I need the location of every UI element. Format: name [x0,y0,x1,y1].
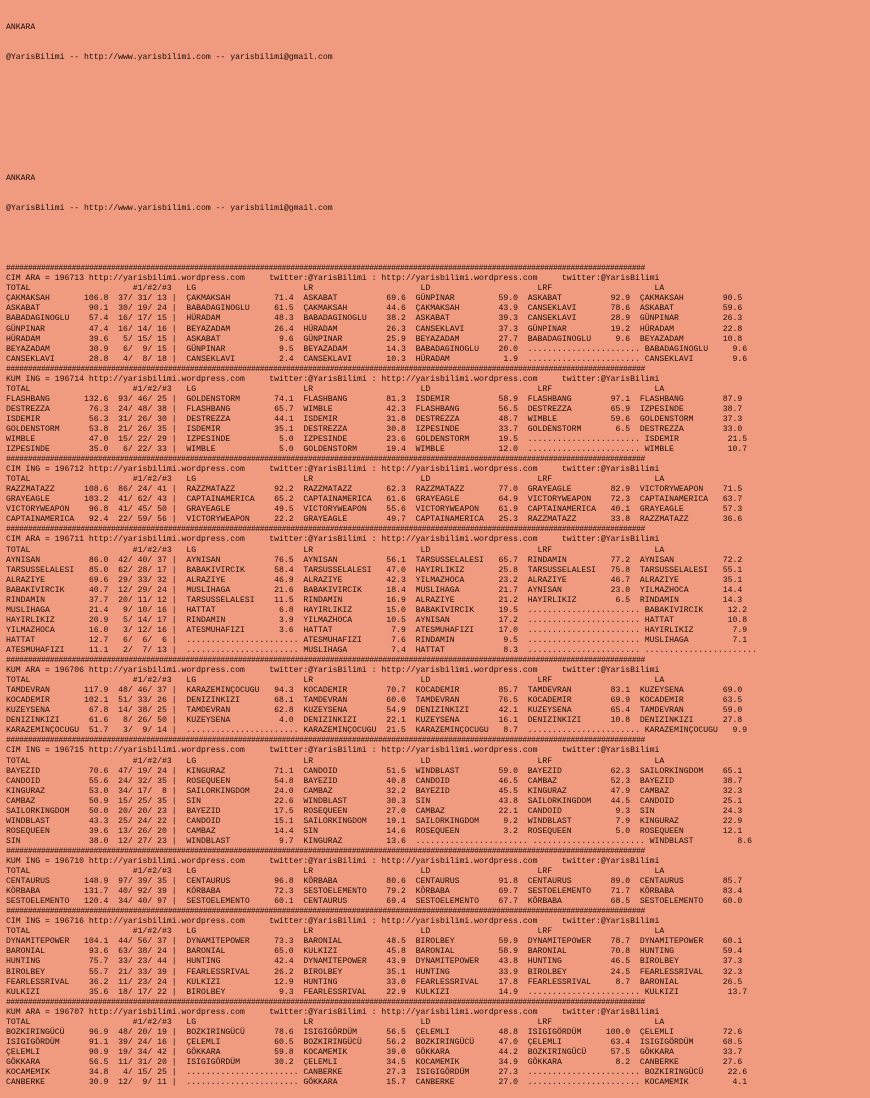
table-row: BAYEZID 70.6 47/ 19/ 24 | KINGURAZ 71.1 CANDOID 51.5 WINDBLAST 59.0 BAYEZID 62.3 SAILORKINGDOM 65.1 [6,766,743,776]
table-row: ÇAKMAKSAH 106.8 37/ 31/ 13 | ÇAKMAKSAH 71.4 ASKABAT 69.6 GÜNPINAR 59.0 ASKABAT 92.9 ÇAKMAKSAH 90.5 [6,294,743,304]
table-row: MUSLIHAGA 21.4 9/ 10/ 16 | HATTAT 6.8 HAYIRLIKIZ 15.0 BABAKIVIRCIK 19.5 ....................... BABAKIVIRCIK 12.2 [6,605,748,615]
table-row: ISIGIGÖRDÜM 91.1 39/ 24/ 16 | ÇELEMLI 60.5 BOZKIRINGÜCÜ 56.2 BOZKIRINGÜCÜ 47.0 ÇELEMLI 63.4 ISIGIGÖRDÜM 68.5 [6,1037,743,1047]
race-title-line: KUM ARA = 196707 http://yarisbilimi.wordpress.com twitter:@YarisBilimi : http://yarisbilimi.wordpress.com twitter:@YarisBilimi [6,1007,660,1017]
table-row: KUZEYSENA 67.8 14/ 38/ 25 | TAMDEVRAN 62.8 KUZEYSENA 54.9 DENIZINKIZI 42.1 KUZEYSENA 65.4 TAMDEVRAN 59.0 [6,706,743,716]
table-row: KOCAMEMIK 34.8 4/ 15/ 25 | ....................... CANBERKE 27.3 ISIGIGÖRDÜM 27.3 ....................... BOZKIRINGÜCÜ 22.6 [6,1067,748,1077]
column-header-line: TOTAL #1/#2/#3 LG LR LD LRF LA [6,756,665,766]
header-contact: @YarisBilimi -- http://www.yarisbilimi.com -- yarisbilimi@gmail.com [6,53,333,63]
column-header-line: TOTAL #1/#2/#3 LG LR LD LRF LA [6,545,665,555]
blank-line [6,144,870,154]
table-row: ATESMUHAFIZI 11.1 2/ 7/ 13 | ....................... MUSLIHAGA 7.4 HATTAT 8.3 ....................... ....................... [6,646,767,655]
table-row: HAYIRLIKIZ 20.9 5/ 14/ 17 | RINDAMIN 3.9 YILMAZHOCA 10.5 AYNISAN 17.2 ....................... HATTAT 10.8 [6,615,748,625]
table-row: IZPESINDE 35.0 6/ 22/ 33 | WIMBLE 5.0 GOLDENSTORM 19.4 WIMBLE 12.0 ....................... WIMBLE 10.7 [6,445,748,455]
table-row: BARONIAL 93.6 63/ 38/ 24 | BARONIAL 65.0 KULKIZI 45.8 BARONIAL 58.9 BARONIAL 70.8 HUNTING 59.4 [6,947,743,957]
table-row: KOCADEMIR 102.1 51/ 33/ 26 | DENIZINKIZI 68.1 TAMDEVRAN 60.0 TAMDEVRAN 76.5 KOCADEMIR 69.9 KOCADEMIR 63.5 [6,696,743,706]
separator-line: ################################################################################################################################################## [6,455,645,465]
table-row: TAMDEVRAN 117.9 48/ 46/ 37 | KARAZEMINÇOCUGU 94.3 KOCADEMIR 70.7 KOCADEMIR 85.7 TAMDEVRAN 83.1 KUZEYSENA 69.0 [6,686,743,696]
table-row: GOLDENSTORM 53.8 21/ 26/ 35 | ISDEMIR 35.1 DESTREZZA 30.8 IZPESINDE 33.7 GOLDENSTORM 6.5 DESTREZZA 33.0 [6,424,743,434]
race-title-line: KUM ING = 196714 http://yarisbilimi.wordpress.com twitter:@YarisBilimi : http://yarisbilimi.wordpress.com twitter:@YarisBilimi [6,374,660,384]
table-row: DESTREZZA 76.3 24/ 48/ 38 | FLASHBANG 65.7 WIMBLE 42.3 FLASHBANG 56.5 DESTREZZA 65.9 IZPESINDE 38.7 [6,404,743,414]
column-header-line: TOTAL #1/#2/#3 LG LR LD LRF LA [6,867,665,877]
table-row: ÇELEMLI 90.9 19/ 34/ 42 | GÖKKARA 59.8 KOCAMEMIK 39.0 GÖKKARA 44.2 BOZKIRINGÜCÜ 57.5 GÖKKARA 33.7 [6,1047,743,1057]
table-row: CAPTAINAMERICA 92.4 22/ 59/ 56 | VICTORYWEAPON 22.2 GRAYEAGLE 49.7 CAPTAINAMERICA 25.3 RAZZMATAZZ 33.8 RAZZMATAZZ 36.6 [6,515,743,525]
table-row: KÖRBABA 131.7 40/ 92/ 39 | KÖRBABA 72.3 SESTOELEMENTO 79.2 KÖRBABA 69.7 SESTOELEMENTO 71.7 KÖRBABA 83.4 [6,887,743,897]
race-sections [6,264,870,1088]
separator-line: ################################################################################################################################################## [6,736,645,746]
separator-line: ################################################################################################################################################## [6,656,645,666]
race-title-line: CIM ARA = 196711 http://yarisbilimi.wordpress.com twitter:@YarisBilimi : http://yarisbilimi.wordpress.com twitter:@YarisBilimi [6,535,660,545]
table-row: BABADAGINOGLU 57.4 16/ 17/ 15 | HÜRADAM 48.3 BABADAGINOGLU 38.2 ASKABAT 39.3 CANSEKLAVI 28.9 GÜNPINAR 26.3 [6,314,743,324]
table-row: ROSEQUEEN 39.6 13/ 26/ 20 | CAMBAZ 14.4 SIN 14.6 ROSEQUEEN 3.2 ROSEQUEEN 5.0 ROSEQUEEN 12.1 [6,826,743,836]
table-row: GRAYEAGLE 103.2 41/ 62/ 43 | CAPTAINAMERICA 65.2 CAPTAINAMERICA 61.6 GRAYEAGLE 64.9 VICTORYWEAPON 72.3 CAPTAINAMERICA 63.7 [6,495,743,505]
table-row: BIROLBEY 55.7 21/ 33/ 39 | FEARLESSRIVAL 26.2 BIROLBEY 35.1 HUNTING 33.9 BIROLBEY 24.5 FEARLESSRIVAL 32.3 [6,967,743,977]
table-row: WIMBLE 47.0 15/ 22/ 29 | IZPESINDE 5.0 IZPESINDE 23.6 GOLDENSTORM 19.5 ....................... ISDEMIR 21.5 [6,435,748,445]
table-row: HÜRADAM 39.6 5/ 15/ 15 | ASKABAT 9.6 GÜNPINAR 25.9 BEYAZADAM 27.7 BABADAGINOGLU 9.6 BEYAZADAM 10.8 [6,334,743,344]
table-row: KINGURAZ 53.0 34/ 17/ 8 | SAILORKINGDOM 24.0 CAMBAZ 32.2 BAYEZID 45.5 KINGURAZ 47.9 CAMBAZ 32.3 [6,786,743,796]
table-row: FLASHBANG 132.6 93/ 46/ 25 | GOLDENSTORM 74.1 FLASHBANG 81.3 ISDEMIR 58.9 FLASHBANG 97.1 FLASHBANG 87.9 [6,394,743,404]
separator-line: ################################################################################################################################################## [6,364,645,374]
table-row: AYNISAN 86.0 42/ 40/ 37 | AYNISAN 76.5 AYNISAN 56.1 TARSUSSELALESI 65.7 RINDAMIN 77.2 AYNISAN 72.2 [6,555,743,565]
race-title-line: CIM ING = 196716 http://yarisbilimi.wordpress.com twitter:@YarisBilimi : http://yarisbilimi.wordpress.com twitter:@YarisBilimi [6,917,660,927]
table-row: GÜNPINAR 47.4 16/ 14/ 16 | BEYAZADAM 26.4 HÜRADAM 26.3 CANSEKLAVI 37.3 GÜNPINAR 19.2 HÜRADAM 22.8 [6,324,743,334]
table-row: RINDAMIN 37.7 20/ 11/ 12 | TARSUSSELALESI 11.5 RINDAMIN 16.9 ALRAZIYE 21.2 HAYIRLIKIZ 6.5 RINDAMIN 14.3 [6,595,743,605]
race-title-line: KUM ARA = 196706 http://yarisbilimi.wordpress.com twitter:@YarisBilimi : http://yarisbilimi.wordpress.com twitter:@YarisBilimi [6,666,660,676]
table-row: SIN 38.0 12/ 27/ 23 | WINDBLAST 9.7 KINGURAZ 13.6 ....................... ....................... WINDBLAST 8.6 [6,836,752,846]
table-row: HATTAT 12.7 6/ 6/ 6 | ....................... ATESMUHAFIZI 7.6 RINDAMIN 9.5 ....................... MUSLIHAGA 7.1 [6,635,748,645]
separator-line: ################################################################################################################################################## [6,907,645,917]
separator-line: ################################################################################################################################################## [6,997,645,1007]
table-row: GÖKKARA 56.5 11/ 31/ 20 | ISIGIGÖRDÜM 30.2 ÇELEMLI 34.5 KOCAMEMIK 34.9 GÖKKARA 8.2 CANBERKE 27.6 [6,1057,743,1067]
race-title-line: CIM ARA = 196713 http://yarisbilimi.wordpress.com twitter:@YarisBilimi : http://yarisbilimi.wordpress.com twitter:@YarisBilimi [6,274,660,284]
table-row: CANSEKLAVI 28.8 4/ 8/ 18 | CANSEKLAVI 2.4 CANSEKLAVI 10.3 HÜRADAM 1.9 ....................... CANSEKLAVI 9.6 [6,354,748,364]
table-row: CENTAURUS 148.9 97/ 39/ 35 | CENTAURUS 96.8 KÖRBABA 80.6 CENTAURUS 91.8 CENTAURUS 89.0 CENTAURUS 85.7 [6,877,743,887]
table-row: SAILORKINGDOM 50.0 20/ 20/ 23 | BAYEZID 17.5 ROSEQUEEN 27.0 CAMBAZ 22.1 CANDOID 9.3 SIN 24.3 [6,806,743,816]
table-row: ISDEMIR 56.3 31/ 26/ 30 | DESTREZZA 44.1 ISDEMIR 31.8 DESTREZZA 48.7 WIMBLE 59.6 GOLDENSTORM 37.3 [6,414,743,424]
table-row: CANDOID 55.6 24/ 32/ 35 | ROSEQUEEN 54.8 BAYEZID 40.8 CANDOID 46.5 CAMBAZ 52.3 BAYEZID 38.7 [6,776,743,786]
header-city-repeat: ANKARA [6,173,36,183]
column-header-line: TOTAL #1/#2/#3 LG LR LD LRF LA [6,927,665,937]
table-row: SESTOELEMENTO 120.4 34/ 40/ 97 | SESTOELEMENTO 60.1 CENTAURUS 69.4 SESTOELEMENTO 67.7 KÖRBABA 68.5 SESTOELEMENTO 60.0 [6,897,743,907]
table-row: DENIZINKIZI 61.6 8/ 26/ 50 | KUZEYSENA 4.0 DENIZINKIZI 22.1 KUZEYSENA 16.1 DENIZINKIZI 10.8 DENIZINKIZI 27.8 [6,716,743,726]
table-row: CAMBAZ 50.9 15/ 25/ 35 | SIN 22.6 WINDBLAST 30.3 SIN 43.8 SAILORKINGDOM 44.5 CANDOID 25.1 [6,796,743,806]
header-city: ANKARA [6,23,36,33]
table-row: KULKIZI 35.6 18/ 17/ 22 | BIROLBEY 9.3 FEARLESSRIVAL 22.9 KULKIZI 14.9 ....................... KULKIZI 13.7 [6,987,748,997]
column-header-line: TOTAL #1/#2/#3 LG LR LD LRF LA [6,475,665,485]
table-row: RAZZMATAZZ 108.6 86/ 24/ 41 | RAZZMATAZZ 92.2 RAZZMATAZZ 62.3 RAZZMATAZZ 77.0 GRAYEAGLE 82.9 VICTORYWEAPON 71.5 [6,485,743,495]
race-title-line: KUM ING = 196710 http://yarisbilimi.wordpress.com twitter:@YarisBilimi : http://yarisbilimi.wordpress.com twitter:@YarisBilimi [6,856,660,866]
table-row: BEYAZADAM 30.9 6/ 9/ 15 | GÜNPINAR 9.5 BEYAZADAM 14.3 BABADAGINOGLU 20.0 ....................... BABADAGINOGLU 9.6 [6,344,748,354]
race-title-line: CIM ING = 196712 http://yarisbilimi.wordpress.com twitter:@YarisBilimi : http://yarisbilimi.wordpress.com twitter:@YarisBilimi [6,465,660,475]
table-row: BABAKIVIRCIK 40.7 12/ 29/ 24 | MUSLIHAGA 21.6 BABAKIVIRCIK 18.4 MUSLIHAGA 21.7 AYNISAN 23.0 YILMAZHOCA 14.4 [6,585,743,595]
table-row: DYNAMITEPOWER 104.1 44/ 56/ 37 | DYNAMITEPOWER 73.3 BARONIAL 48.5 BIROLBEY 59.9 DYNAMITEPOWER 78.7 DYNAMITEPOWER 60.1 [6,937,743,947]
column-header-line: TOTAL #1/#2/#3 LG LR LD LRF LA [6,284,665,294]
header-contact-repeat: @YarisBilimi -- http://www.yarisbilimi.com -- yarisbilimi@gmail.com [6,203,333,213]
table-row: WINDBLAST 43.3 25/ 24/ 22 | CANDOID 15.1 SAILORKINGDOM 19.1 SAILORKINGDOM 9.2 WINDBLAST 7.9 KINGURAZ 22.9 [6,816,743,826]
column-header-line: TOTAL #1/#2/#3 LG LR LD LRF LA [6,384,665,394]
table-row: KARAZEMINÇOCUGU 51.7 3/ 9/ 14 | ....................... KARAZEMINÇOCUGU 21.5 KARAZEMINÇOCUGU 8.7 ....................... KARAZEMINÇOCUGU 9.9 [6,726,748,736]
table-row: BOZKIRINGÜCÜ 96.9 48/ 20/ 19 | BOZKIRINGÜCÜ 78.6 ISIGIGÖRDÜM 56.5 ÇELEMLI 48.8 ISIGIGÖRDÜM 100.0 ÇELEMLI 72.6 [6,1027,743,1037]
table-row: VICTORYWEAPON 96.8 41/ 45/ 50 | GRAYEAGLE 49.5 VICTORYWEAPON 55.6 VICTORYWEAPON 61.9 CAPTAINAMERICA 40.1 GRAYEAGLE 57.3 [6,505,743,515]
table-row: YILMAZHOCA 16.0 3/ 12/ 16 | ATESMUHAFIZI 3.6 HATTAT 7.9 ATESMUHAFIZI 17.0 ....................... HAYIRLIKIZ 7.9 [6,625,748,635]
race-title-line: CIM ING = 196715 http://yarisbilimi.wordpress.com twitter:@YarisBilimi : http://yarisbilimi.wordpress.com twitter:@YarisBilimi [6,746,660,756]
blank-line [6,83,870,93]
table-row: FEARLESSRIVAL 36.2 11/ 23/ 24 | KULKIZI 12.9 HUNTING 33.0 FEARLESSRIVAL 17.8 FEARLESSRIVAL 8.7 BARONIAL 26.5 [6,977,743,987]
column-header-line: TOTAL #1/#2/#3 LG LR LD LRF LA [6,1017,665,1027]
table-row: TARSUSSELALESI 85.0 62/ 28/ 17 | BABAKIVIRCIK 58.4 TARSUSSELALESI 47.0 HAYIRLIKIZ 25.8 TARSUSSELALESI 75.8 TARSUSSELALESI 55.1 [6,565,743,575]
column-header-line: TOTAL #1/#2/#3 LG LR LD LRF LA [6,676,665,686]
blank-line [6,114,870,124]
table-row: HUNTING 75.7 33/ 23/ 44 | HUNTING 42.4 DYNAMITEPOWER 43.9 DYNAMITEPOWER 43.8 HUNTING 46.5 BIROLBEY 37.3 [6,957,743,967]
separator-line: ################################################################################################################################################## [6,846,645,856]
separator-line: ################################################################################################################################################## [6,264,645,274]
separator-line: ################################################################################################################################################## [6,525,645,535]
table-row: ALRAZIYE 69.6 29/ 33/ 32 | ALRAZIYE 46.9 ALRAZIYE 42.3 YILMAZHOCA 23.2 ALRAZIYE 46.7 ALRAZIYE 35.1 [6,575,743,585]
table-row: CANBERKE 30.9 12/ 9/ 11 | ....................... GÖKKARA 15.7 CANBERKE 27.0 ....................... KOCAMEMIK 4.1 [6,1078,748,1088]
blank-line [6,234,870,244]
table-row: ASKABAT 90.1 30/ 19/ 24 | BABADAGINOGLU 61.5 ÇAKMAKSAH 44.6 ÇAKMAKSAH 43.9 CANSEKLAVI 78.6 ASKABAT 59.6 [6,304,743,314]
